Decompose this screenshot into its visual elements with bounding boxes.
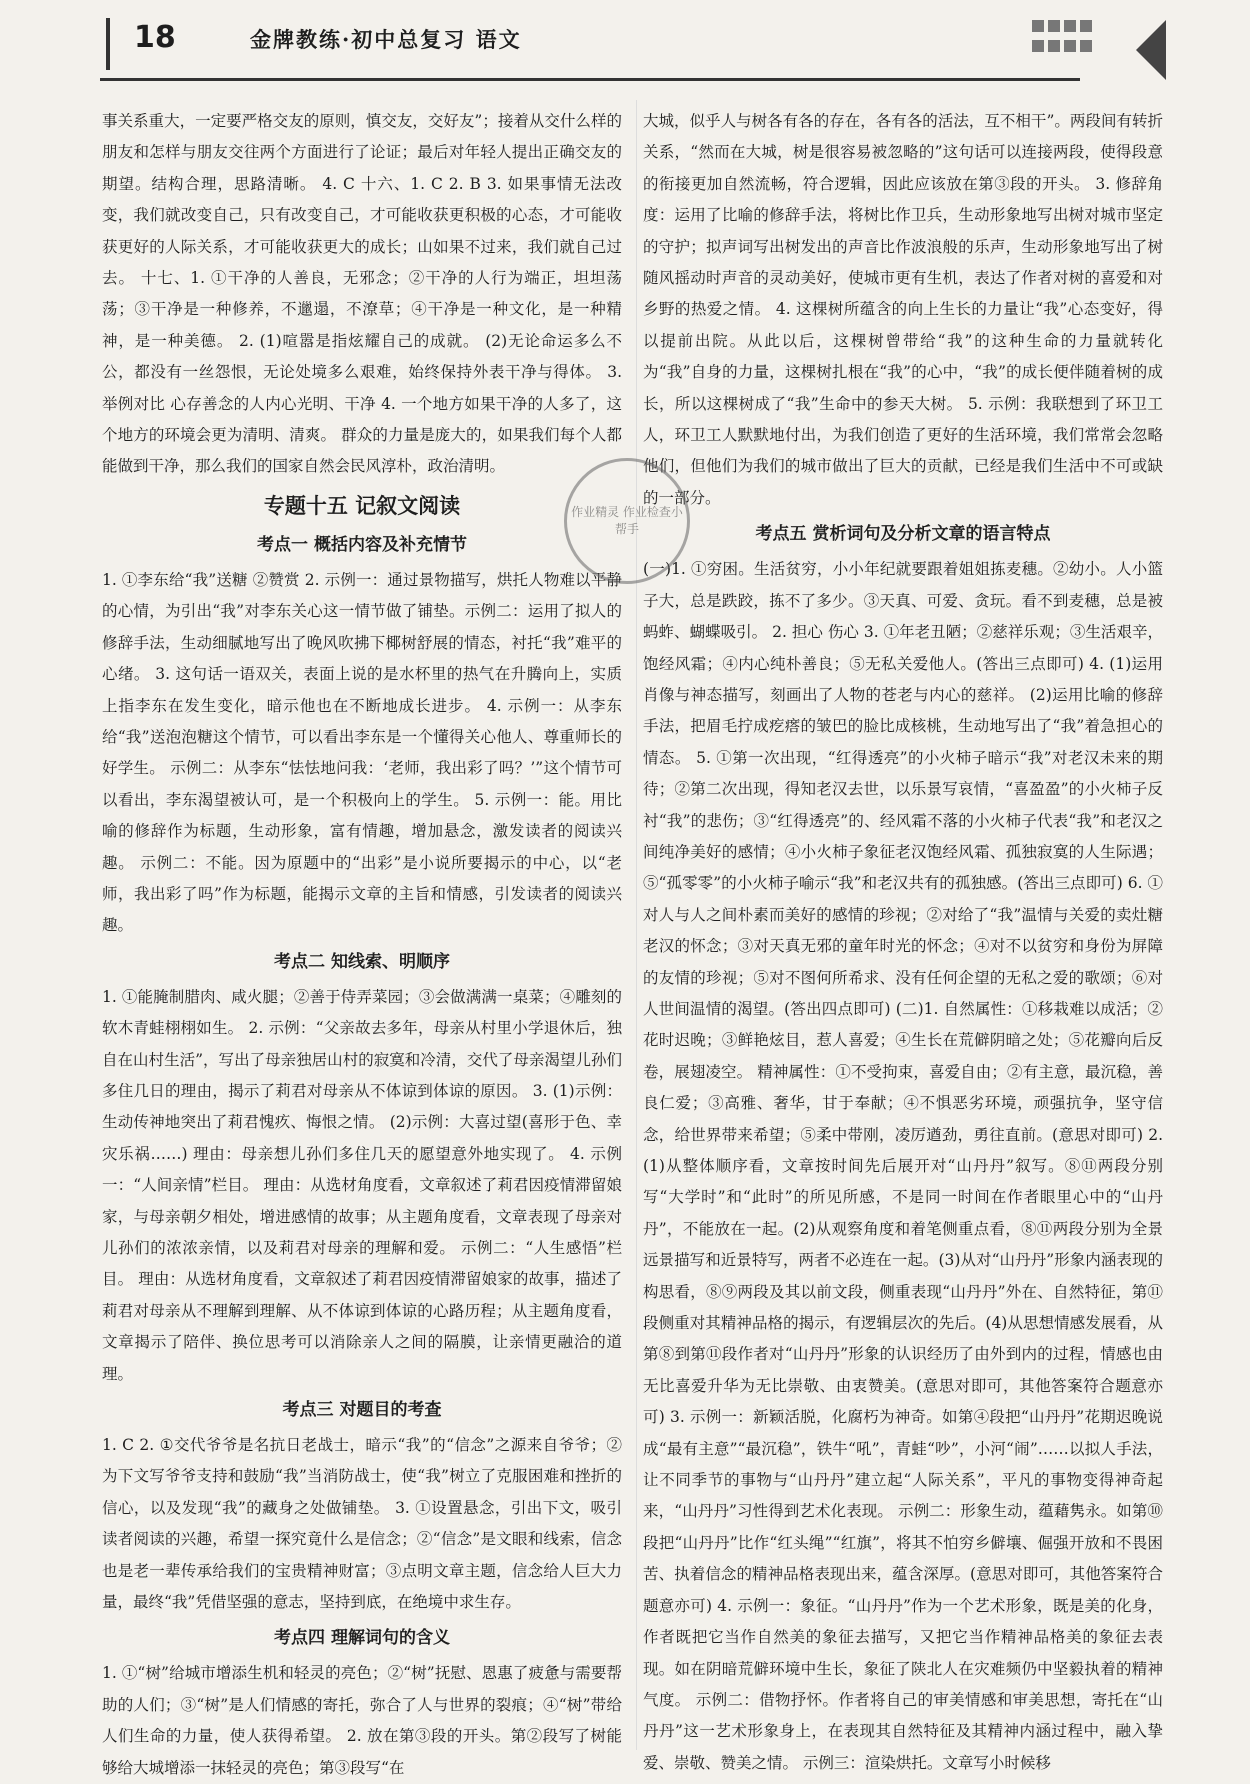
section-heading: 考点一 概括内容及补充情节 — [257, 534, 467, 555]
section-heading: 考点五 赏析词句及分析文章的语言特点 — [755, 524, 1051, 545]
left-column — [102, 106, 622, 1784]
paragraph: (一)1. ①穷困。生活贫穷，小小年纪就要跟着姐姐拣麦穗。②幼小。人小篮子大，总是跌跤，拣不了多少。③天真、可爱、贪玩。看不到麦穗，总是被蚂蚱、蝴蝶吸引。 2. 担心 伤心 3. ①年老丑陋；②慈祥乐观；③生活艰辛，饱经风霜；④内心纯朴善良；⑤无私关爱他人。(答出三点即可) 4. (1)运用肖像与神态描写，刻画出了人物的苍老与内心的慈祥。 (2)运用比喻的修辞手法，把眉毛拧成疙瘩的皱巴的脸比成核桃，生动地写出了“我”着急担心的情态。 5. ①第一次出现，“红得透亮”的小火柿子暗示“我”对老汉未来的期待；②第二次出现，得知老汉去世，以乐景写哀情，“喜盈盈”的小火柿子反衬“我”的悲伤；③“红得透亮”的、经风霜不落的小火柿子代表“我”和老汉之间纯净美好的感情；④小火柿子象征老汉饱经风霜、孤独寂寞的人生际遇；⑤“孤零零”的小火柿子喻示“我”和老汉共有的孤独感。(答出三点即可) 6. ①对人与人之间朴素而美好的感情的珍视；②对给了“我”温情与关爱的卖灶糖老汉的怀念；③对天真无邪的童年时光的怀念；④对不以贫穷和身份为屏障的友情的珍视；⑤对不图何所希求、没有任何企望的无私之爱的歌颂；⑥对人世间温情的渴望。(答出四点即可) (二)1. 自然属性：①移栽难以成活；②花时迟晚；③鲜艳炫目，惹人喜爱；④生长在荒僻阴暗之处；⑤花瓣向后反卷，展翅凌空。 精神属性：①不受拘束，喜爱自由；②有主意，最沉稳，善良仁爱；③高雅、奢华，甘于奉献；④不惧恶劣环境，顽强抗争，坚守信念，给世界带来希望；⑤柔中带刚，凌厉遒劲，勇往直前。(意思对即可) 2. (1)从整体顺序看，文章按时间先后展开对“山丹丹”叙写。⑧⑪两段分别写“大学时”和“此时”的所见所感，不是同一时间在作者眼里心中的“山丹丹”，不能放在一起。(2)从观察角度和着笔侧重点看，⑧⑪两段分别为全景远景描写和近景特写，两者不必连在一起。(3)从对“山丹丹”形象内涵表现的构思看，⑧⑨两段及其以前文段，侧重表现“山丹丹”外在、自然特征，第⑪段侧重对其精神品格的揭示，有逻辑层次的先后。(4)从思想情感发展看，从第⑧到第⑪段作者对“山丹丹”形象的认识经历了由外到内的过程，情感也由无比喜爱升华为无比崇敬、由衷赞美。(意思对即可，其他答案符合题意亦可) 3. 示例一：新颖活脱，化腐朽为神奇。如第④段把“山丹丹”花期迟晚说成“最有主意”“最沉稳”，铁牛“吼”，青蛙“吵”，小河“闹”……以拟人手法，让不同季节的事物与“山丹丹”建立起“人际关系”，平凡的事物变得神奇起来，“山丹丹”习性得到艺术化表现。 示例二：形象生动，蕴藉隽永。如第⑩段把“山丹丹”比作“红头绳”“红旗”，将其不怕穷乡僻壤、倔强开放和不畏困苦、执着信念的精神品格表现出来，蕴含深厚。(意思对即可，其他答案符合题意亦可) 4. 示例一：象征。“山丹丹”作为一个艺术形象，既是美的化身，作者既把它当作自然美的象征去描写，又把它当作精神品格美的象征去表现。如在阴暗荒僻环境中生长，象征了陕北人在灾难频仍中坚毅执着的精神气度。 示例二：借物抒怀。作者将自己的审美情感和审美思想，寄托在“山丹丹”这一艺术形象身上，在表现其自然特征及其精神内涵过程中，融入挚爱、崇敬、赞美之情。 示例三：渲染烘托。文章写小时候移 — [643, 560, 1163, 1772]
header-decoration-icon — [1030, 18, 1094, 58]
paragraph: 1. C 2. ①交代爷爷是名抗日老战士，暗示“我”的“信念”之源来自爷爷；②为下文写爷爷支持和鼓励“我”当消防战士，使“我”树立了克服困难和挫折的信心，以及发现“我”的藏身之处做铺垫。 3. ①设置悬念，引出下文，吸引读者阅读的兴趣，希望一探究竟什么是信念；②“信念”是文眼和线索，信念也是老一辈传承给我们的宝贵精神财富；③点明文章主题，信念给人巨大力量，最终“我”凭借坚强的意志，坚持到底，在绝境中求生存。 — [102, 1436, 622, 1612]
paragraph: 大城，似乎人与树各有各的存在，各有各的活法，互不相干”。两段间有转折关系，“然而在大城，树是很容易被忽略的”这句话可以连接两段，使得段意的衔接更加自然流畅，符合逻辑，因此应该放在第③段的开头。 3. 修辞角度：运用了比喻的修辞手法，将树比作卫兵，生动形象地写出树对城市坚定的守护；拟声词写出树发出的声音比作波浪般的乐声，生动形象地写出了树随风摇动时声音的灵动美好，使城市更有生机，表达了作者对树的喜爱和对乡野的热爱之情。 4. 这棵树所蕴含的向上生长的力量让“我”心态变好，得以提前出院。从此以后，这棵树曾带给“我”的这种生命的力量就转化为“我”自身的力量，这棵树扎根在“我”的心中，“我”的成长便伴随着树的成长，所以这棵树成了“我”生命中的参天大树。 5. 示例：我联想到了环卫工人，环卫工人默默地付出，为我们创造了更好的生活环境，我们常常会忽略他们，但他们为我们的城市做出了巨大的贡献，已经是我们生活中不可或缺的一部分。 — [643, 112, 1163, 507]
topic-heading: 专题十五 记叙文阅读 — [263, 493, 461, 518]
section-heading: 考点三 对题目的考查 — [282, 1400, 442, 1421]
book-title: 金牌教练·初中总复习 语文 — [250, 27, 522, 52]
stamp-text: 作业精灵 作业检查小帮手 — [571, 505, 683, 536]
paragraph: 1. ①能腌制腊肉、咸火腿；②善于侍弄菜园；③会做满满一桌菜；④雕刻的软木青蛙栩栩如生。 2. 示例：“父亲故去多年，母亲从村里小学退休后，独自在山村生活”，写出了母亲独居山村的寂寞和冷清，交代了母亲渴望儿孙们多住几日的理由，揭示了莉君对母亲从不体谅到体谅的原因。 3. (1)示例：生动传神地突出了莉君愧疚、悔恨之情。 (2)示例：大喜过望(喜形于色、幸灾乐祸……) 理由：母亲想儿孙们多住几天的愿望意外地实现了。 4. 示例一：“人间亲情”栏目。 理由：从选材角度看，文章叙述了莉君因疫情滞留娘家，与母亲朝夕相处，增进感情的故事；从主题角度看，文章表现了母亲对儿孙们的浓浓亲情，以及莉君对母亲的理解和爱。 示例二：“人生感悟”栏目。 理由：从选材角度看，文章叙述了莉君因疫情滞留娘家的故事，描述了莉君对母亲从不理解到理解、从不体谅到体谅的心路历程；从主题角度看，文章揭示了陪伴、换位思考可以消除亲人之间的隔膜，让亲情更融洽的道理。 — [102, 987, 622, 1383]
paragraph: 1. ①李东给“我”送糖 ②赞赏 2. 示例一：通过景物描写，烘托人物难以平静的心情，为引出“我”对李东关心这一情节做了铺垫。示例二：运用了拟人的修辞手法，生动细腻地写出了晚风吹拂下椰树舒展的情态，衬托“我”难平的心绪。 3. 这句话一语双关，表面上说的是水杯里的热气在升腾向上，实质上指李东在发生变化，暗示他也在不断地成长进步。 4. 示例一：从李东给“我”送泡泡糖这个情节，可以看出李东是一个懂得关心他人、尊重师长的好学生。 示例二：从李东“怯怯地问我：‘老师，我出彩了吗？’”这个情节可以看出，李东渴望被认可，是一个积极向上的学生。 5. 示例一：能。用比喻的修辞作为标题，生动形象，富有情趣，增加悬念，激发读者的阅读兴趣。 示例二：不能。因为原题中的“出彩”是小说所要揭示的中心，以“老师，我出彩了吗”作为标题，能揭示文章的主旨和情感，引发读者的阅读兴趣。 — [102, 570, 622, 935]
right-column — [643, 106, 1163, 1779]
page-header — [100, 14, 1160, 84]
watermark-stamp-icon — [564, 458, 690, 584]
section-heading: 考点四 理解词句的含义 — [274, 1628, 450, 1649]
header-bar — [106, 18, 110, 70]
paragraph: 1. ①“树”给城市增添生机和轻灵的亮色；②“树”抚慰、恩惠了疲惫与需要帮助的人们；③“树”是人们情感的寄托，弥合了人与世界的裂痕；④“树”带给人们生命的力量，使人获得希望。 2. 放在第③段的开头。第②段写了树能够给大城增添一抹轻灵的亮色；第③段写“在 — [102, 1664, 622, 1777]
column-divider — [636, 100, 637, 1750]
page-number: 18 — [134, 20, 176, 55]
section-heading: 考点二 知线索、明顺序 — [274, 951, 450, 972]
header-rule — [100, 78, 1080, 81]
arrow-icon — [1136, 20, 1166, 80]
paragraph: 事关系重大，一定要严格交友的原则，慎交友，交好友”；接着从交什么样的朋友和怎样与朋友交往两个方面进行了论证；最后对年轻人提出正确交友的期望。结构合理，思路清晰。 4. C 十六、1. C 2. B 3. 如果事情无法改变，我们就改变自己，只有改变自己，才可能收获更积极的心态，才可能收获更好的人际关系，才可能收获更大的成长；山如果不过来，我们就自己过去。 十七、1. ①干净的人善良，无邪念；②干净的人行为端正，坦坦荡荡；③干净是一种修养，不邋遢，不潦草；④干净是一种文化，是一种精神，是一种美德。 2. (1)喧嚣是指炫耀自己的成就。 (2)无论命运多么不公，都没有一丝怨恨，无论处境多么艰难，始终保持外表干净与得体。 3. 举例对比 心存善念的人内心光明、干净 4. 一个地方如果干净的人多了，这个地方的环境会更为清明、清爽。 群众的力量是庞大的，如果我们每个人都能做到干净，那么我们的国家自然会民风淳朴，政治清明。 — [102, 112, 622, 476]
